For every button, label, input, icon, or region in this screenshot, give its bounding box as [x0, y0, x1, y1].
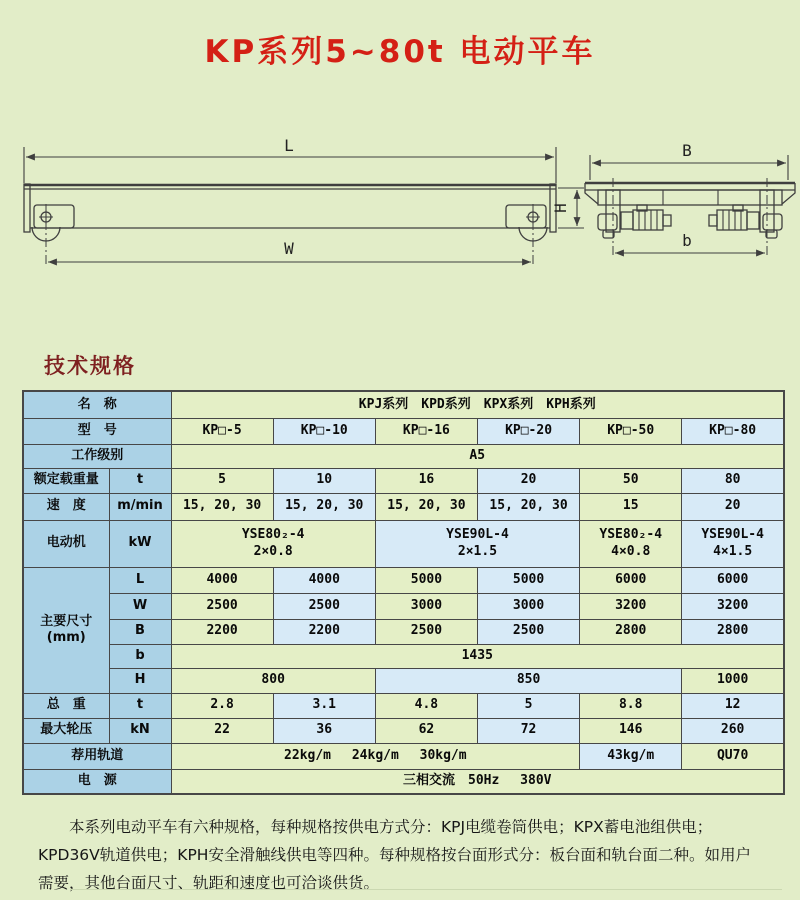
- table-data-cell: 3.1: [273, 693, 375, 718]
- table-data-cell: 1435: [171, 644, 784, 668]
- table-data-cell: 36: [273, 718, 375, 743]
- table-row: [23, 619, 784, 644]
- table-data-cell: 2500: [273, 593, 375, 619]
- end-wheel-right-icon: [763, 214, 782, 238]
- table-row: [23, 493, 784, 520]
- table-data-cell: 15: [580, 493, 682, 520]
- dim-label-H: H: [551, 203, 570, 213]
- frame-panel-dividers: [663, 190, 718, 205]
- technical-drawings: [0, 130, 800, 280]
- table-data-cell: 15, 20, 30: [477, 493, 579, 520]
- table-data-cell: 5: [171, 468, 273, 493]
- table-data-cell: 5: [477, 693, 579, 718]
- table-data-cell: 2.8: [171, 693, 273, 718]
- end-frame: [598, 190, 782, 205]
- end-wheel-left-icon: [598, 214, 617, 238]
- table-label-cell: 荐用轨道: [23, 743, 171, 769]
- description-text: 本系列电动平车有六种规格，每种规格按供电方式分：KPJ电缆卷筒供电；KPX蓄电池组供电；KPD36V轨道供电；KPH安全滑触线供电等四种。每种规格按台面形式分：板台面和轨台面二种。如用户需要，其他台面尺寸、轨距和速度也可洽谈供货。: [38, 818, 751, 892]
- table-data-cell: YSE80₂-4 4×0.8: [580, 520, 682, 567]
- table-label-cell: 型 号: [23, 418, 171, 444]
- table-label-cell: 工作级别: [23, 444, 171, 468]
- table-data-cell: 8.8: [580, 693, 682, 718]
- table-data-cell: 20: [682, 493, 784, 520]
- deck-side-skirts: [585, 183, 795, 204]
- table-data-cell: KPJ系列 KPD系列 KPX系列 KPH系列: [171, 391, 784, 418]
- dim-label-b: b: [682, 231, 692, 250]
- table-data-cell: 2500: [171, 593, 273, 619]
- spec-table: [22, 390, 785, 795]
- table-row: [23, 593, 784, 619]
- table-data-cell: 146: [580, 718, 682, 743]
- table-row: [23, 644, 784, 668]
- table-unit-cell: kN: [109, 718, 171, 743]
- table-label-cell: 名 称: [23, 391, 171, 418]
- table-data-cell: 2800: [682, 619, 784, 644]
- table-row: [23, 743, 784, 769]
- table-data-cell: 20: [477, 468, 579, 493]
- table-data-cell: 72: [477, 718, 579, 743]
- table-data-cell: 3200: [580, 593, 682, 619]
- table-data-cell: 15, 20, 30: [171, 493, 273, 520]
- table-data-cell: 4000: [171, 567, 273, 593]
- table-data-cell: 4.8: [375, 693, 477, 718]
- table-unit-cell: B: [109, 619, 171, 644]
- table-data-cell: KP□-16: [375, 418, 477, 444]
- table-data-cell: 3000: [375, 593, 477, 619]
- table-data-cell: 3200: [682, 593, 784, 619]
- table-data-cell: 15, 20, 30: [375, 493, 477, 520]
- table-data-cell: 三相交流 50Hz 380V: [171, 769, 784, 794]
- table-data-cell: YSE90L-4 2×1.5: [375, 520, 579, 567]
- table-row: [23, 693, 784, 718]
- table-data-cell: KP□-80: [682, 418, 784, 444]
- footer-divider: [70, 889, 782, 890]
- dim-label-B: B: [682, 141, 692, 160]
- end-plate-left: [24, 184, 30, 232]
- table-data-cell: 22kg/m 24kg/m 30kg/m: [171, 743, 580, 769]
- table-data-cell: QU70: [682, 743, 784, 769]
- table-data-cell: 2500: [375, 619, 477, 644]
- table-data-cell: 16: [375, 468, 477, 493]
- table-data-cell: KP□-20: [477, 418, 579, 444]
- table-data-cell: 800: [171, 668, 375, 693]
- table-group-label-cell: 主要尺寸 (mm): [23, 567, 109, 693]
- table-row: [23, 444, 784, 468]
- page-title: KP系列5~80t 电动平车: [204, 34, 596, 70]
- table-data-cell: 2800: [580, 619, 682, 644]
- table-unit-cell: t: [109, 468, 171, 493]
- table-data-cell: 12: [682, 693, 784, 718]
- table-unit-cell: W: [109, 593, 171, 619]
- dim-label-L: L: [284, 136, 294, 155]
- table-row: [23, 391, 784, 418]
- table-data-cell: 62: [375, 718, 477, 743]
- spec-table-body: [23, 391, 784, 794]
- table-data-cell: 5000: [477, 567, 579, 593]
- table-data-cell: 2200: [273, 619, 375, 644]
- table-label-cell: 电动机: [23, 520, 109, 567]
- table-data-cell: 4000: [273, 567, 375, 593]
- table-data-cell: YSE90L-4 4×1.5: [682, 520, 784, 567]
- table-data-cell: 43kg/m: [580, 743, 682, 769]
- table-data-cell: 6000: [580, 567, 682, 593]
- table-row: [23, 418, 784, 444]
- motor-right-icon: [709, 205, 759, 230]
- table-label-cell: 速 度: [23, 493, 109, 520]
- table-data-cell: 6000: [682, 567, 784, 593]
- table-data-cell: 2200: [171, 619, 273, 644]
- table-row: [23, 520, 784, 567]
- table-data-cell: KP□-10: [273, 418, 375, 444]
- table-data-cell: 5000: [375, 567, 477, 593]
- table-unit-cell: t: [109, 693, 171, 718]
- table-data-cell: KP□-5: [171, 418, 273, 444]
- table-data-cell: 850: [375, 668, 681, 693]
- table-row: [23, 769, 784, 794]
- table-data-cell: 80: [682, 468, 784, 493]
- table-data-cell: 15, 20, 30: [273, 493, 375, 520]
- table-data-cell: 1000: [682, 668, 784, 693]
- table-label-cell: 额定载重量: [23, 468, 109, 493]
- table-label-cell: 电 源: [23, 769, 171, 794]
- table-data-cell: A5: [171, 444, 784, 468]
- section-heading: 技术规格: [44, 354, 136, 378]
- table-unit-cell: H: [109, 668, 171, 693]
- table-label-cell: 最大轮压: [23, 718, 109, 743]
- table-row: [23, 468, 784, 493]
- table-label-cell: 总 重: [23, 693, 109, 718]
- table-data-cell: YSE80₂-4 2×0.8: [171, 520, 375, 567]
- table-data-cell: 50: [580, 468, 682, 493]
- table-row: [23, 567, 784, 593]
- table-data-cell: 2500: [477, 619, 579, 644]
- table-data-cell: 10: [273, 468, 375, 493]
- table-unit-cell: b: [109, 644, 171, 668]
- table-unit-cell: L: [109, 567, 171, 593]
- table-row: [23, 718, 784, 743]
- table-unit-cell: m/min: [109, 493, 171, 520]
- table-data-cell: 3000: [477, 593, 579, 619]
- table-row: [23, 668, 784, 693]
- table-data-cell: 22: [171, 718, 273, 743]
- table-data-cell: KP□-50: [580, 418, 682, 444]
- end-view-drawing: [585, 141, 795, 258]
- table-unit-cell: kW: [109, 520, 171, 567]
- dim-label-W: W: [284, 239, 294, 258]
- side-view-drawing: [24, 136, 584, 266]
- motor-left-icon: [621, 205, 671, 230]
- table-data-cell: 260: [682, 718, 784, 743]
